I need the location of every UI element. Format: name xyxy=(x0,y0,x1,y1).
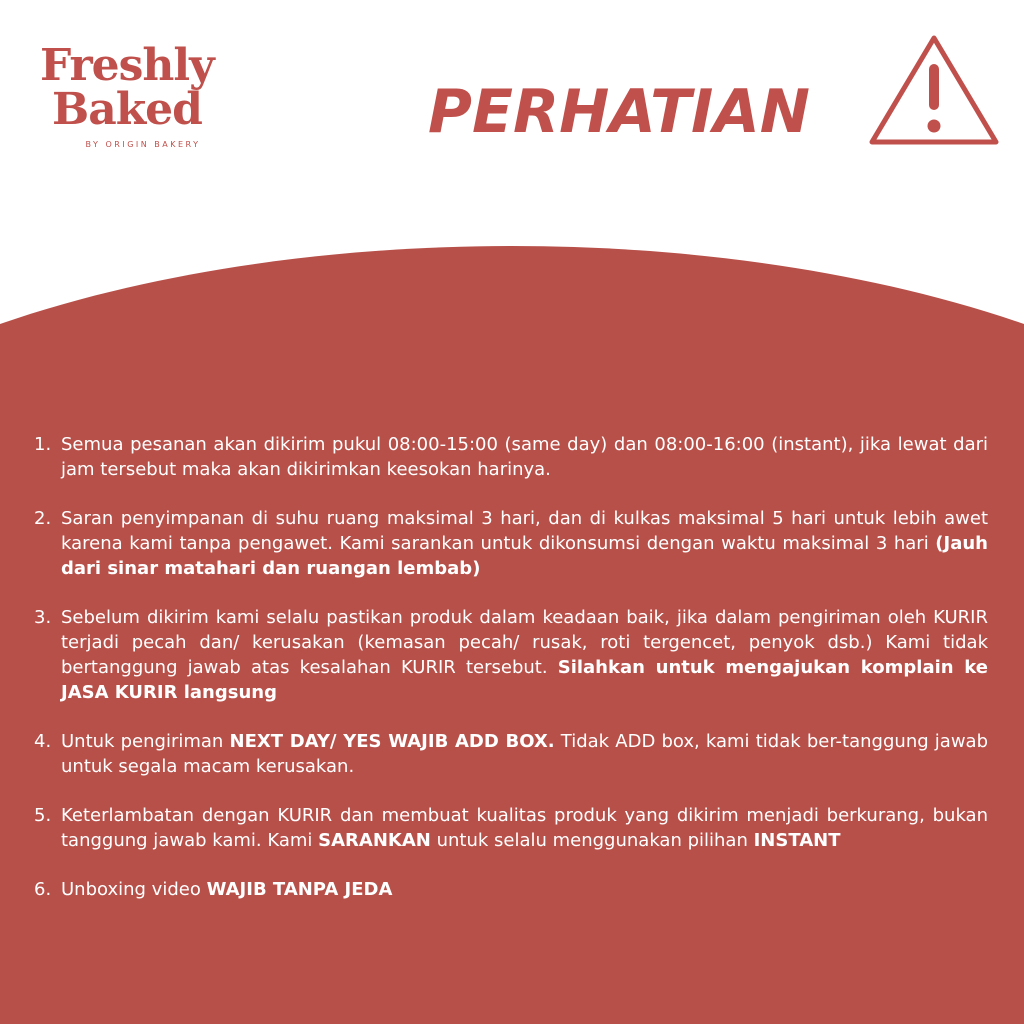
notice-text-part: Sebelum dikirim kami selalu pastikan produk dalam keadaan baik, jika dalam pengiriman oleh KURIR terjadi pecah dan/ kerusakan (kemasan pecah/ rusak, roti tergencet, penyok dsb.) Kami tidak bertanggung jawab atas kesalahan KURIR tersebut. xyxy=(61,607,988,678)
notice-list xyxy=(34,432,988,926)
notice-item xyxy=(34,729,988,779)
notice-number: 1. xyxy=(34,434,52,455)
notice-number: 3. xyxy=(34,607,52,628)
notice-text-bold: WAJIB TANPA JEDA xyxy=(206,879,393,900)
notice-text xyxy=(61,877,988,902)
notice-item xyxy=(34,506,988,581)
notice-text xyxy=(61,506,988,581)
notice-text-bold: INSTANT xyxy=(753,830,841,851)
notice-text-bold: NEXT DAY/ YES WAJIB ADD BOX. xyxy=(229,731,555,752)
notice-text-part: Unboxing video xyxy=(61,879,207,900)
notice-text-part: Saran penyimpanan di suhu ruang maksimal 3 hari, dan di kulkas maksimal 5 hari untuk lebih awet karena kami tanpa pengawet. Kami sarankan untuk dikonsumsi dengan waktu maksimal 3 hari xyxy=(61,508,988,554)
notice-text xyxy=(61,605,988,705)
notice-text-bold: SARANKAN xyxy=(318,830,431,851)
notice-text-part: Untuk pengiriman xyxy=(61,731,230,752)
notice-number: 6. xyxy=(34,879,52,900)
notice-item xyxy=(34,432,988,482)
notice-text-part: untuk selalu menggunakan pilihan xyxy=(430,830,754,851)
notice-item xyxy=(34,803,988,853)
notice-text-bold: Silahkan untuk mengajukan komplain ke JASA KURIR langsung xyxy=(61,657,988,703)
notice-text-part: Tidak ADD box, kami tidak ber-tanggung jawab untuk segala macam kerusakan. xyxy=(61,731,989,777)
notice-text-part: Keterlambatan dengan KURIR dan membuat kualitas produk yang dikirim menjadi berkurang, bukan tanggung jawab kami. Kami xyxy=(61,805,988,851)
notice-number: 4. xyxy=(34,731,52,752)
notice-text xyxy=(61,803,988,853)
brand-logo xyxy=(38,40,248,149)
brand-name-line-2: Baked xyxy=(52,84,202,135)
warning-triangle-icon xyxy=(868,34,1000,146)
page-title: PERHATIAN xyxy=(428,77,810,147)
brand-tagline: BY ORIGIN BAKERY xyxy=(85,140,201,149)
notice-text xyxy=(61,729,988,779)
notice-item xyxy=(34,877,988,902)
notice-text-part: Semua pesanan akan dikirim pukul 08:00-15:00 (same day) dan 08:00-16:00 (instant), jika lewat dari jam tersebut maka akan dikirimkan keesokan harinya. xyxy=(61,434,988,480)
notice-number: 2. xyxy=(34,508,52,529)
notice-number: 5. xyxy=(34,805,52,826)
notice-text-bold: (Jauh dari sinar matahari dan ruangan lembab) xyxy=(61,533,988,579)
brand-name-line-1: Freshly xyxy=(40,40,214,91)
notice-item xyxy=(34,605,988,705)
notice-text xyxy=(61,432,988,482)
